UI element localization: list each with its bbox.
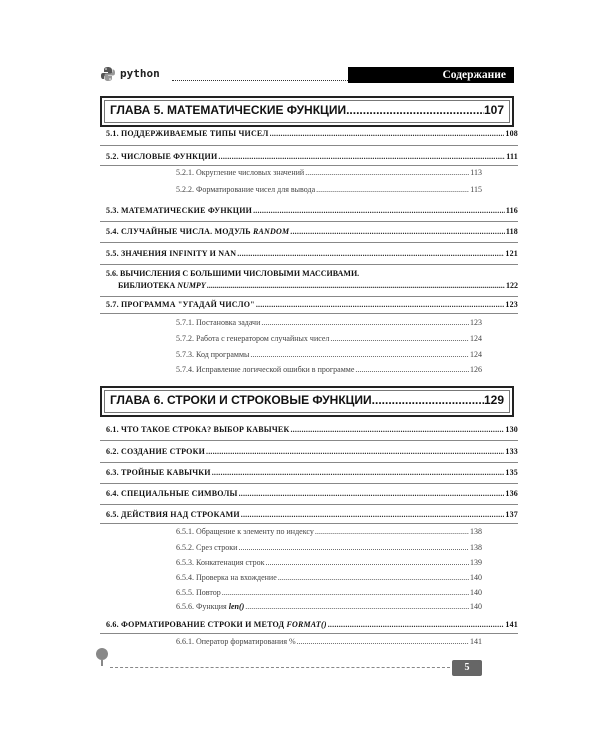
toc-entry-5-2-2[interactable]	[176, 185, 482, 195]
dot-leader	[206, 447, 504, 457]
toc-entry-5-7-4[interactable]	[176, 365, 482, 375]
dot-leader	[372, 388, 484, 413]
header-section-title: Содержание	[348, 67, 514, 83]
divider	[100, 440, 518, 441]
toc-entry-6-2[interactable]	[106, 447, 518, 457]
toc-entry-title: 5.7. ПРОГРАММА "УГАДАЙ ЧИСЛО"	[106, 300, 255, 309]
dot-leader	[265, 558, 469, 568]
dot-leader	[305, 168, 469, 178]
toc-entry-page: 140	[470, 602, 482, 611]
toc-entry-title: 5.7.4. Исправление логической ошибки в программе	[176, 365, 355, 374]
toc-entry-page: 138	[470, 543, 482, 552]
toc-entry-page: 111	[506, 152, 518, 161]
footer-dot-icon	[96, 648, 108, 660]
dot-leader	[238, 543, 469, 553]
toc-entry-page: 116	[505, 206, 518, 215]
dot-leader	[256, 300, 505, 310]
dot-leader	[270, 129, 505, 139]
divider	[100, 296, 518, 297]
chapter-title: ГЛАВА 5. МАТЕМАТИЧЕСКИЕ ФУНКЦИИ	[110, 103, 347, 117]
toc-entry-6-5-3[interactable]	[176, 558, 482, 568]
toc-entry-page: 123	[470, 318, 482, 327]
toc-entry-page: 137	[505, 510, 518, 519]
toc-entry-page: 126	[470, 365, 482, 374]
toc-entry-title: 6.5.4. Проверка на вхождение	[176, 573, 277, 582]
toc-entry-title: 6.2. СОЗДАНИЕ СТРОКИ	[106, 447, 205, 456]
toc-entry-title: 5.7.1. Постановка задачи	[176, 318, 261, 327]
divider	[100, 145, 518, 146]
divider	[100, 221, 518, 222]
toc-entry-title-emphasis: len()	[228, 602, 245, 611]
toc-entry-page: 133	[505, 447, 518, 456]
toc-entry-page: 124	[470, 350, 482, 359]
toc-entry-title: 5.7.3. Код программы	[176, 350, 250, 359]
toc-entry-page: 140	[470, 573, 482, 582]
footer-stem	[101, 660, 103, 666]
divider	[100, 242, 518, 243]
toc-entry-title: 5.2.2. Форматирование чисел для вывода	[176, 185, 316, 194]
toc-entry-5-1[interactable]	[106, 129, 518, 139]
toc-entry-title: 6.6. ФОРМАТИРОВАНИЕ СТРОКИ И МЕТОД	[106, 620, 285, 629]
toc-entry-6-6-1[interactable]	[176, 637, 482, 647]
toc-entry-6-1[interactable]	[106, 425, 518, 435]
toc-entry-5-5[interactable]	[106, 249, 518, 259]
toc-entry-6-6[interactable]	[106, 620, 518, 630]
page-header	[100, 64, 514, 84]
chapter-5-heading[interactable]	[100, 96, 514, 127]
toc-entry-5-7-2[interactable]	[176, 334, 482, 344]
toc-entry-page: 118	[505, 227, 518, 236]
divider	[100, 313, 518, 314]
toc-entry-page: 138	[470, 527, 482, 536]
divider	[100, 165, 518, 166]
toc-entry-page: 141	[470, 637, 482, 646]
toc-entry-6-5-2[interactable]	[176, 543, 482, 553]
toc-entry-page: 121	[505, 249, 518, 258]
dot-leader	[237, 249, 504, 259]
toc-entry-title: 5.5. ЗНАЧЕНИЯ INFINITY И NAN	[106, 249, 237, 258]
dot-leader	[253, 206, 505, 216]
toc-entry-title-emphasis: RANDOM	[252, 227, 290, 236]
toc-entry-title-line2: БИБЛИОТЕКА	[118, 281, 176, 290]
dot-leader	[290, 227, 505, 237]
toc-entry-title: 5.2. ЧИСЛОВЫЕ ФУНКЦИИ	[106, 152, 218, 161]
toc-entry-5-2[interactable]	[106, 152, 518, 162]
toc-entry-6-4[interactable]	[106, 489, 518, 499]
divider	[100, 462, 518, 463]
dot-leader	[355, 365, 469, 375]
toc-entry-5-7[interactable]	[106, 300, 518, 310]
dot-leader	[245, 602, 469, 612]
toc-entry-page: 124	[470, 334, 482, 343]
dot-leader	[222, 588, 469, 598]
python-logo-icon	[100, 66, 116, 82]
toc-entry-6-5-6[interactable]	[176, 602, 482, 612]
dot-leader	[315, 527, 469, 537]
toc-entry-title: 5.3. МАТЕМАТИЧЕСКИЕ ФУНКЦИИ	[106, 206, 253, 215]
divider	[100, 633, 518, 634]
toc-entry-title: 6.5.3. Конкатенация строк	[176, 558, 265, 567]
toc-entry-title: 5.2.1. Округление числовых значений	[176, 168, 305, 177]
toc-entry-title: 5.6. ВЫЧИСЛЕНИЯ С БОЛЬШИМИ ЧИСЛОВЫМИ МАССИВАМИ.	[106, 269, 360, 278]
header-dotted-rule	[172, 80, 348, 81]
toc-entry-page: 140	[470, 588, 482, 597]
chapter-6-heading[interactable]	[100, 386, 514, 417]
toc-entry-title: 6.5. ДЕЙСТВИЯ НАД СТРОКАМИ	[106, 510, 240, 519]
toc-entry-page: 122	[506, 281, 518, 290]
toc-entry-title: 6.5.1. Обращение к элементу по индексу	[176, 527, 314, 536]
toc-entry-title: 5.7.2. Работа с генератором случайных чисел	[176, 334, 330, 343]
toc-entry-page: 108	[505, 129, 518, 138]
dot-leader	[218, 152, 505, 162]
divider	[100, 264, 518, 265]
page-number: 5	[452, 660, 482, 676]
chapter-page: 107	[483, 103, 504, 117]
dot-leader	[290, 425, 504, 435]
toc-entry-6-5[interactable]	[106, 510, 518, 520]
toc-entry-title: 6.5.5. Повтор	[176, 588, 221, 597]
toc-entry-title: 6.5.6. Функция	[176, 602, 227, 611]
dot-leader	[241, 510, 505, 520]
toc-entry-title-emphasis: NUMPY	[177, 281, 206, 290]
toc-entry-6-5-4[interactable]	[176, 573, 482, 583]
toc-entry-title: 6.4. СПЕЦИАЛЬНЫЕ СИМВОЛЫ	[106, 489, 238, 498]
toc-entry-5-6[interactable]	[106, 269, 518, 291]
dot-leader	[207, 281, 505, 291]
dot-leader	[250, 350, 469, 360]
toc-entry-page: 139	[470, 558, 482, 567]
divider	[100, 504, 518, 505]
toc-entry-5-7-3[interactable]	[176, 350, 482, 360]
toc-entry-title: 6.3. ТРОЙНЫЕ КАВЫЧКИ	[106, 468, 211, 477]
dot-leader	[328, 620, 505, 630]
toc-entry-page: 123	[505, 300, 518, 309]
toc-entry-5-4[interactable]	[106, 227, 518, 237]
dot-leader	[239, 489, 505, 499]
toc-entry-6-5-1[interactable]	[176, 527, 482, 537]
chapter-page: 129	[483, 393, 504, 407]
dot-leader	[330, 334, 469, 344]
toc-entry-page: 135	[505, 468, 518, 477]
toc-entry-page: 130	[505, 425, 518, 434]
toc-entry-5-7-1[interactable]	[176, 318, 482, 328]
footer-dotted-rule	[110, 667, 450, 668]
toc-entry-5-2-1[interactable]	[176, 168, 482, 178]
toc-entry-title: 6.1. ЧТО ТАКОЕ СТРОКА? ВЫБОР КАВЫЧЕК	[106, 425, 290, 434]
dot-leader	[346, 98, 484, 123]
toc-entry-page: 113	[470, 168, 482, 177]
divider	[100, 523, 518, 524]
toc-entry-title: 6.5.2. Срез строки	[176, 543, 238, 552]
dot-leader	[297, 637, 469, 647]
header-book-name: python	[120, 67, 160, 80]
toc-entry-6-3[interactable]	[106, 468, 518, 478]
toc-entry-5-3[interactable]	[106, 206, 518, 216]
toc-entry-page: 115	[470, 185, 482, 194]
chapter-title: ГЛАВА 6. СТРОКИ И СТРОКОВЫЕ ФУНКЦИИ	[110, 393, 372, 407]
toc-entry-title: 6.6.1. Оператор форматирования %	[176, 637, 296, 646]
toc-entry-title: 5.4. СЛУЧАЙНЫЕ ЧИСЛА. МОДУЛЬ	[106, 227, 251, 236]
toc-entry-6-5-5[interactable]	[176, 588, 482, 598]
dot-leader	[212, 468, 505, 478]
dot-leader	[316, 185, 469, 195]
toc-entry-page: 141	[505, 620, 518, 629]
divider	[100, 483, 518, 484]
toc-entry-page: 136	[505, 489, 518, 498]
toc-entry-title: 5.1. ПОДДЕРЖИВАЕМЫЕ ТИПЫ ЧИСЕЛ	[106, 129, 269, 138]
dot-leader	[278, 573, 469, 583]
dot-leader	[261, 318, 469, 328]
toc-entry-title-emphasis: FORMAT()	[286, 620, 327, 629]
